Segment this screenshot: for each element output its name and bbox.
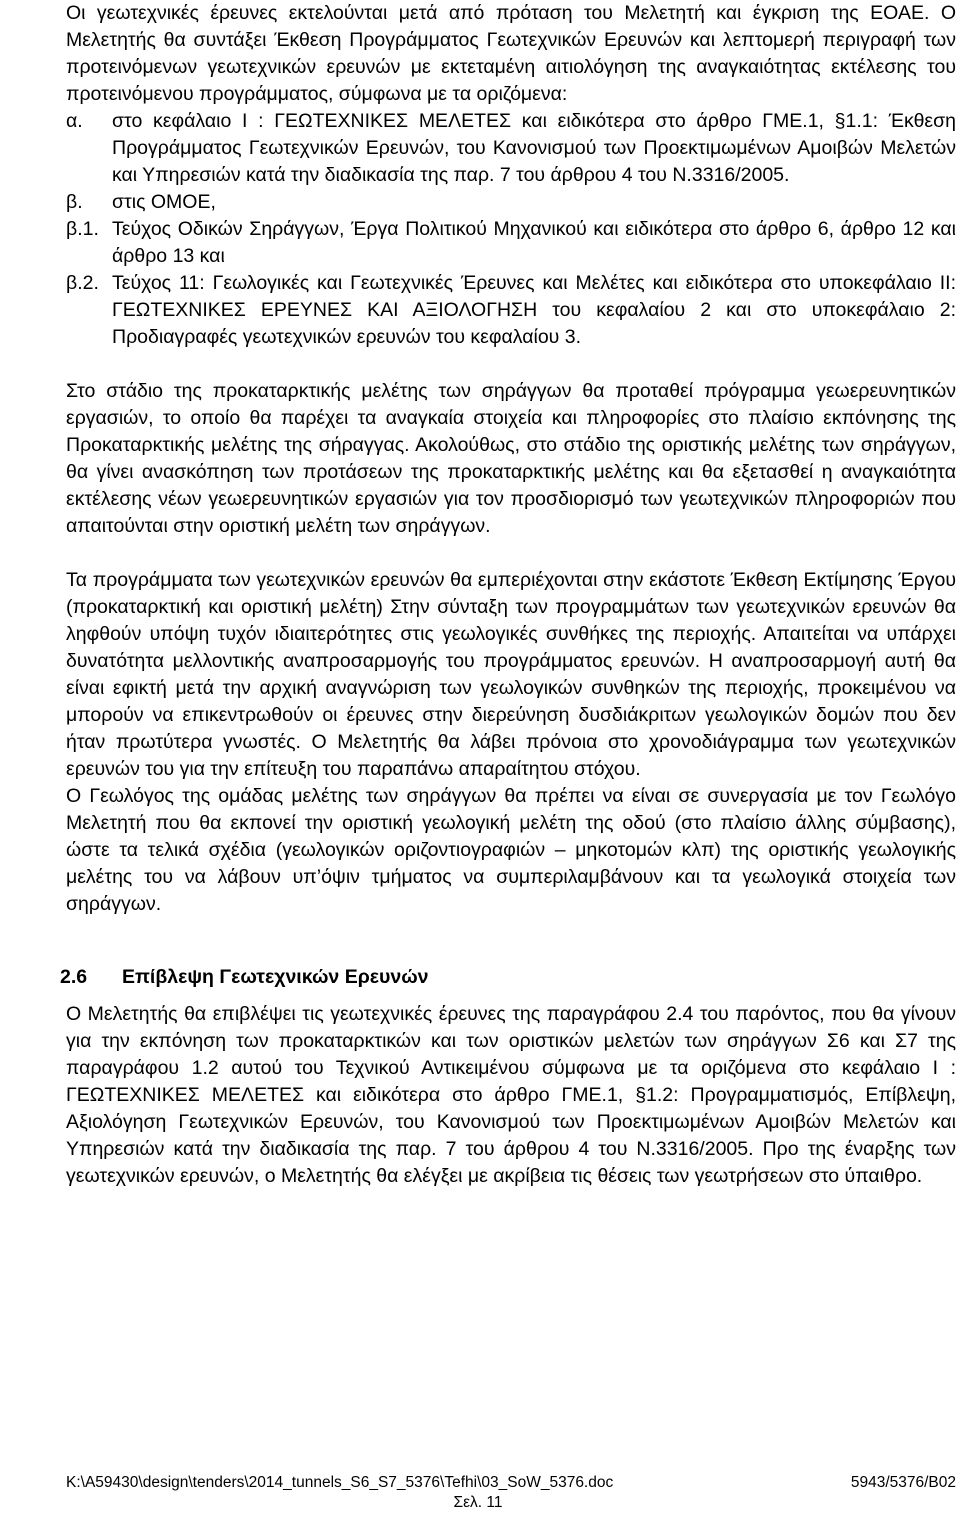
list-item <box>66 189 956 216</box>
programmes-paragraph: Τα προγράμματα των γεωτεχνικών ερευνών θα εμπεριέχονται στην εκάστοτε Έκθεση Εκτίμησης Έργου (προκαταρκτική και οριστική μελέτη) Στην σύνταξη των προγραμμάτων των γεωτεχνικών ερευνών θα ληφθούν υπόψη τυχόν ιδιαιτερότητες στις γεωλογικές συνθήκες της περιοχής. Απαιτείται να υπάρχει δυνατότητα μελλοντικής αναπροσαρμογής του προγράμματος ερευνών. Η αναπροσαρμογή αυτή θα είναι εφικτή μετά την αρχική αναγνώριση των γεωλογικών συνθηκών της περιοχής, προκειμένου να μπορούν να επικεντρωθούν οι έρευνες στην διερεύνηση δυσδιάκριτων γεωλογικών δομών που δεν ήταν πρωτύτερα γνωστές. Ο Μελετητής θα λάβει πρόνοια στο χρονοδιάγραμμα των γεωτεχνικών ερευνών του για την επίτευξη του παραπάνω απαραίτητου στόχου. <box>66 569 956 780</box>
list-item-label: β.2. <box>66 272 99 294</box>
supervision-paragraph: Ο Μελετητής θα επιβλέψει τις γεωτεχνικές έρευνες της παραγράφου 2.4 του παρόντος, που θα γίνουν για την εκπόνηση των προκαταρκτικών και των οριστικών μελετών των σηράγγων Σ6 και Σ7 της παραγράφου 1.2 αυτού του Τεχνικού Αντικειμένου σύμφωνα με τα οριζόμενα στο κεφάλαιο Ι : ΓΕΩΤΕΧΝΙΚΕΣ ΜΕΛΕΤΕΣ και ειδικότερα στο άρθρο ΓΜΕ.1, §1.2: Προγραμματισμός, Επίβλεψη, Αξιολόγηση Γεωτεχνικών Ερευνών, του Κανονισμού των Προεκτιμωμένων Αμοιβών Μελετών και Υπηρεσιών κατά την διαδικασία της παρ. 7 του άρθρου 4 του Ν.3316/2005. Προ της έναρξης των γεωτεχνικών ερευνών, ο Μελετητής θα ελέγξει με ακρίβεια τις θέσεις των γεωτρήσεων στο ύπαιθρο. <box>66 1003 956 1187</box>
list-item <box>66 270 956 351</box>
section-heading <box>60 964 956 991</box>
list-item-text: στις ΟΜΟΕ, <box>112 191 216 213</box>
requirements-list <box>66 108 956 351</box>
preliminary-study-paragraph: Στο στάδιο της προκαταρκτικής μελέτης των σηράγγων θα προταθεί πρόγραμμα γεωερευνητικών εργασιών, το οποίο θα παρέχει τα αναγκαία στοιχεία και πληροφορίες στο πλαίσιο εκπόνησης της Προκαταρκτικής μελέτης της σήραγγας. Ακολούθως, στο στάδιο της οριστικής μελέτης των σηράγγων, θα γίνει ανασκόπηση των προτάσεων της προκαταρκτικής μελέτης και θα εξετασθεί η αναγκαιότητα εκτέλεσης νέων γεωερευνητικών εργασιών για τον προσδιορισμό των γεωτεχνικών πληροφοριών που απαιτούνται στην οριστική μελέτη των σηράγγων. <box>66 380 956 537</box>
list-item-text: Τεύχος 11: Γεωλογικές και Γεωτεχνικές Έρευνες και Μελέτες και ειδικότερα στο υποκεφάλαιο ΙΙ: ΓΕΩΤΕΧΝΙΚΕΣ ΕΡΕΥΝΕΣ ΚΑΙ ΑΞΙΟΛΟΓΗΣΗ του κεφαλαίου 2 και στο υποκεφάλαιο 2: Προδιαγραφές γεωτεχνικών ερευνών του κεφαλαίου 3. <box>112 272 956 348</box>
list-item-label: α. <box>66 110 83 132</box>
section-title: Επίβλεψη Γεωτεχνικών Ερευνών <box>122 966 429 988</box>
list-item <box>66 108 956 189</box>
footer-doc-code: 5943/5376/B02 <box>850 1474 956 1491</box>
page-footer <box>66 1473 956 1513</box>
geologist-paragraph: Ο Γεωλόγος της ομάδας μελέτης των σηράγγων θα πρέπει να είναι σε συνεργασία με τον Γεωλόγο Μελετητή που θα εκπονεί την οριστική γεωλογική μελέτη της οδού (στο πλαίσιο άλλης σύμβασης), ώστε τα τελικά σχέδια (γεωλογικών οριζοντιογραφιών – μηκοτομών κλπ) της οριστικής γεωλογικής μελέτης του να λάβουν υπ’όψιν τμήματος να συμπεριλαμβάνουν και τα γεωλογικά στοιχεία των σηράγγων. <box>66 785 956 915</box>
list-item-label: β. <box>66 191 83 213</box>
page-number: Σελ. 11 <box>453 1494 503 1511</box>
section-number: 2.6 <box>60 966 88 988</box>
intro-paragraph: Οι γεωτεχνικές έρευνες εκτελούνται μετά από πρόταση του Μελετητή και έγκριση της ΕΟΑΕ. Ο Μελετητής θα συντάξει Έκθεση Προγράμματος Γεωτεχνικών Ερευνών και λεπτομερή περιγραφή των προτεινόμενων γεωτεχνικών ερευνών με εκτεταμένη αιτιολόγηση της αναγκαιότητας εκτέλεσης του προτεινόμενου προγράμματος, σύμφωνα με τα οριζόμενα: <box>66 2 956 105</box>
document-page <box>60 0 956 1190</box>
list-item-text: στο κεφάλαιο Ι : ΓΕΩΤΕΧΝΙΚΕΣ ΜΕΛΕΤΕΣ και ειδικότερα στο άρθρο ΓΜΕ.1, §1.1: Έκθεση Προγράμματος Γεωτεχνικών Ερευνών, του Κανονισμού των Προεκτιμωμένων Αμοιβών Μελετών και Υπηρεσιών κατά την διαδικασία της παρ. 7 του άρθρου 4 του Ν.3316/2005. <box>112 110 956 186</box>
footer-file-path: K:\A59430\design\tenders\2014_tunnels_S6_S7_5376\Tefhi\03_SoW_5376.doc <box>66 1474 614 1491</box>
list-item-text: Τεύχος Οδικών Σηράγγων, Έργα Πολιτικού Μηχανικού και ειδικότερα στο άρθρο 6, άρθρο 12 και άρθρο 13 και <box>112 218 956 267</box>
list-item <box>66 216 956 270</box>
list-item-label: β.1. <box>66 218 99 240</box>
